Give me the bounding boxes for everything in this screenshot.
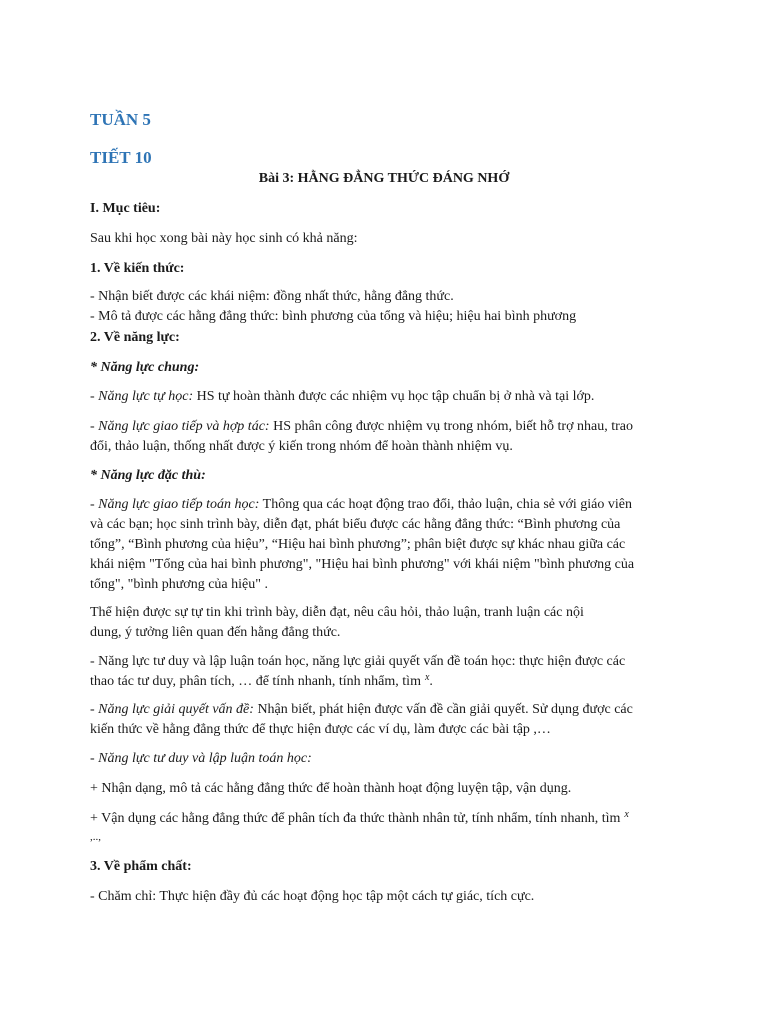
self-study-line [90,388,594,406]
self-study-text: HS tự hoàn thành được các nhiệm vụ học tập chuẩn bị ở nhà và tại lớp. [193,389,595,404]
general-competence-heading: * Năng lực chung: [90,360,200,375]
math-comm-line-2: và các bạn; học sinh trình bày, diễn đạt, phát biểu được các hằng đẳng thức: “Bình phương của [90,517,621,532]
communication-label: - Năng lực giao tiếp và hợp tác: [90,419,270,434]
plus-item-1: + Nhận dạng, mô tả các hằng đẳng thức để hoàn thành hoạt động luyện tập, vận dụng. [90,781,572,796]
variable-x-2: x [624,809,629,820]
communication-text-1: HS phân công được nhiệm vụ trong nhóm, biết hỗ trợ nhau, trao [269,419,633,434]
specific-competence-heading: * Năng lực đặc thù: [90,468,206,483]
self-study-label: - Năng lực tự học: [90,389,194,404]
knowledge-item-2: - Mô tả được các hằng đẳng thức: bình phương của tổng và hiệu; hiệu hai bình phương [90,309,577,324]
math-reasoning-heading: - Năng lực tư duy và lập luận toán học: [90,751,312,766]
competence-heading: 2. Về năng lực: [90,330,180,345]
communication-line-2: đổi, thảo luận, thống nhất được ý kiến trong nhóm để hoàn thành nhiệm vụ. [90,439,513,454]
plus-item-2-text: + Vận dụng các hằng đẳng thức để phân tích đa thức thành nhân tử, tính nhẩm, tính nhanh, tìm [90,811,621,826]
problem-line-1 [90,701,633,719]
reasoning-line-2 [90,673,433,692]
lesson-title: Bài 3: HẰNG ĐẲNG THỨC ĐÁNG NHỚ [258,171,510,186]
confidence-line-2: dung, ý tưởng liên quan đến hằng đẳng thức. [90,625,341,640]
problem-text-1: Nhận biết, phát hiện được vấn đề cần giải quyết. Sử dụng được các [253,702,633,717]
reasoning-period: . [429,674,433,689]
communication-line-1 [90,418,633,436]
reasoning-text-2: thao tác tư duy, phân tích, … để tính nhanh, tính nhẩm, tìm [90,674,421,689]
problem-label: - Năng lực giải quyết vấn đề: [90,702,254,717]
qualities-heading: 3. Về phẩm chất: [90,859,192,874]
reasoning-line-1: - Năng lực tư duy và lập luận toán học, năng lực giải quyết vấn đề toán học: thực hiện được các [90,654,626,669]
objectives-heading: I. Mục tiêu: [90,201,161,216]
variable-x: x [424,672,430,683]
diligence-line: - Chăm chỉ: Thực hiện đầy đủ các hoạt động học tập một cách tự giác, tích cực. [90,889,535,904]
plus-item-2 [90,810,629,829]
plus-item-2-tail: ,.., [90,831,101,843]
knowledge-item-1: - Nhận biết được các khái niệm: đồng nhất thức, hằng đẳng thức. [90,289,454,304]
math-comm-line-1 [90,496,632,514]
math-comm-line-3: tổng”, “Bình phương của hiệu”, “Hiệu hai bình phương”; phân biệt được sự khác nhau giữa các [90,537,626,552]
week-heading: TUẦN 5 [90,110,151,129]
math-comm-text-1: Thông qua các hoạt động trao đổi, thảo luận, chia sẻ với giáo viên [259,497,632,512]
objectives-intro: Sau khi học xong bài này học sinh có khả năng: [90,231,358,246]
math-comm-label: - Năng lực giao tiếp toán học: [90,497,260,512]
math-comm-line-4: khái niệm "Tổng của hai bình phương", "Hiệu hai bình phương" với khái niệm "bình phương của [90,557,635,572]
knowledge-heading: 1. Về kiến thức: [90,261,185,276]
problem-line-2: kiến thức về hằng đẳng thức để thực hiện được các ví dụ, làm được các bài tập ,… [90,722,551,737]
period-heading: TIẾT 10 [90,148,152,167]
math-comm-line-5: tổng", "bình phương của hiệu" . [90,577,268,592]
confidence-line-1: Thể hiện được sự tự tin khi trình bày, diễn đạt, nêu câu hỏi, thảo luận, tranh luận các nội [90,605,584,620]
